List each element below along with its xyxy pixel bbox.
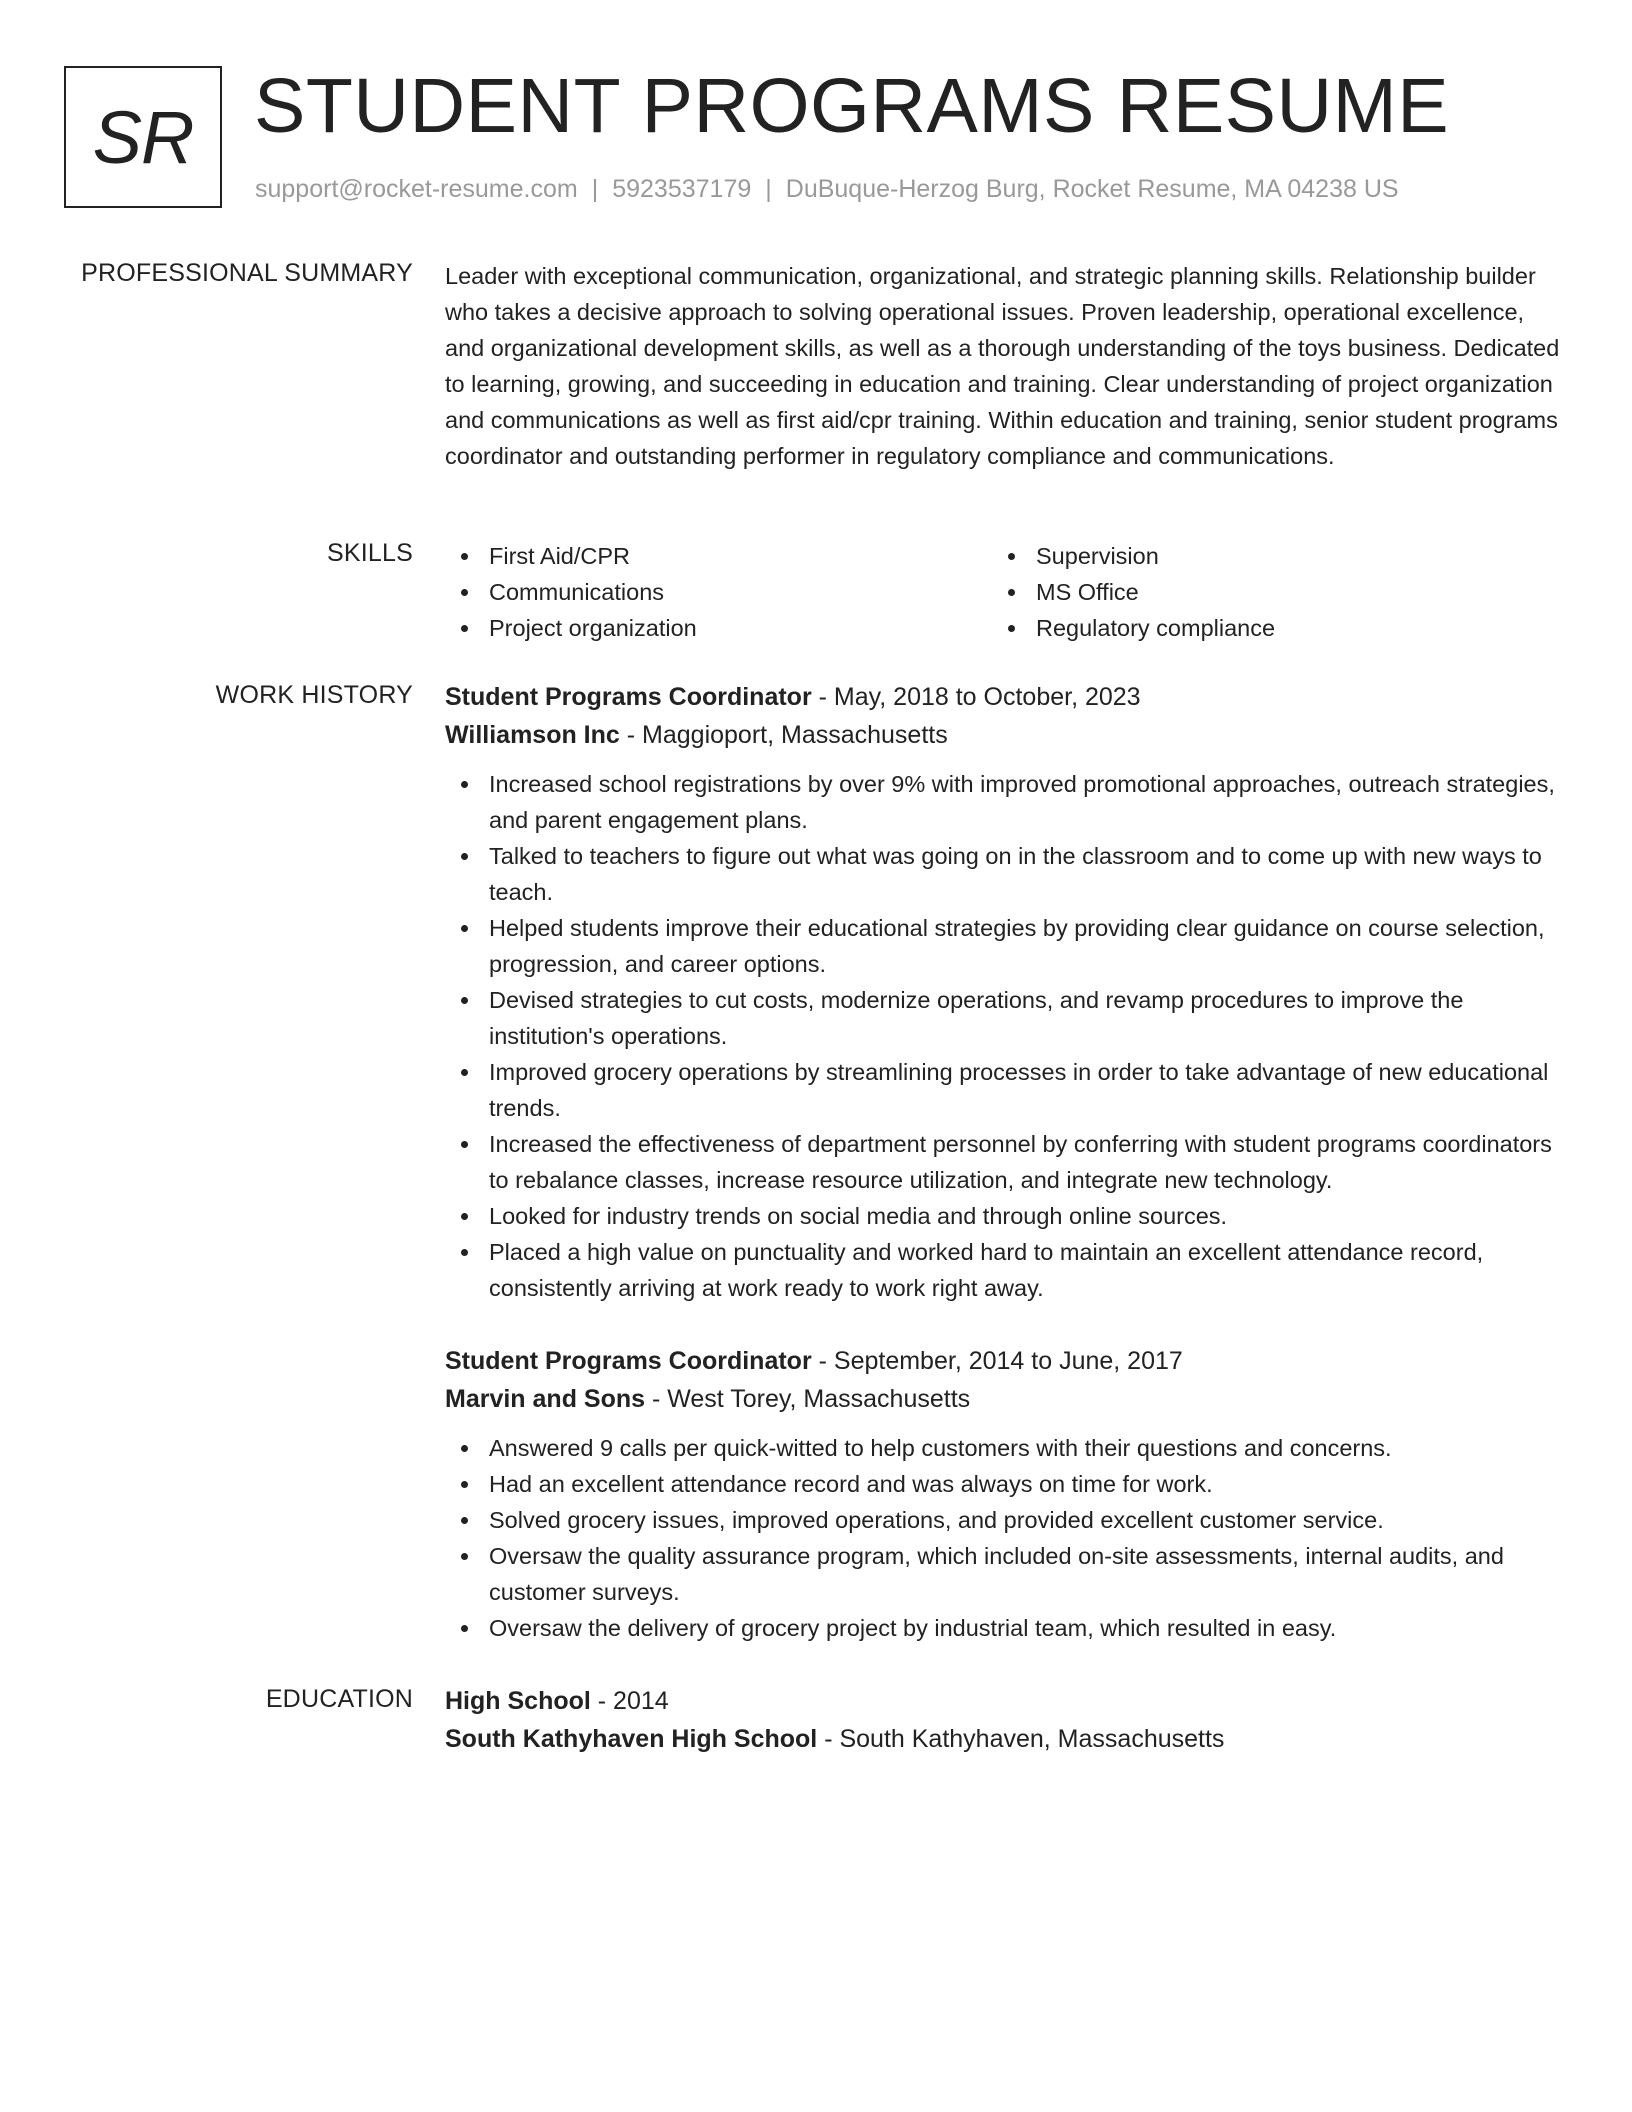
section-label-education: EDUCATION: [265, 1685, 413, 1713]
job-location: - West Torey, Massachusetts: [645, 1385, 971, 1413]
skills-column-right: [992, 538, 1539, 646]
job-company-line: [445, 716, 1560, 754]
summary-body: [445, 258, 1560, 474]
section-label-work-history: WORK HISTORY: [215, 681, 413, 709]
section-label-skills: SKILLS: [327, 539, 413, 567]
education-year: - 2014: [590, 1687, 669, 1715]
skill-item: Supervision: [992, 538, 1539, 574]
skill-item: First Aid/CPR: [445, 538, 992, 574]
job-dates: - September, 2014 to June, 2017: [811, 1347, 1183, 1375]
contact-phone: 5923537179: [612, 175, 752, 203]
contact-separator: |: [591, 175, 599, 203]
job-entry: [445, 1342, 1560, 1646]
skill-item: Communications: [445, 574, 992, 610]
job-bullet: Increased the effectiveness of department personnel by conferring with student programs coordinators to rebalance classes, increase resource utilization, and integrate new technology.: [445, 1126, 1560, 1198]
education-degree-line: [445, 1682, 1560, 1720]
education-degree: High School: [445, 1687, 591, 1715]
skill-item: Project organization: [445, 610, 992, 646]
job-bullet: Answered 9 calls per quick-witted to help customers with their questions and concerns.: [445, 1430, 1560, 1466]
job-dates: - May, 2018 to October, 2023: [811, 683, 1141, 711]
contact-line: [255, 174, 1399, 204]
education-body: [445, 1682, 1560, 1758]
education-location: - South Kathyhaven, Massachusetts: [817, 1725, 1225, 1753]
job-company-line: [445, 1380, 1560, 1418]
resume-title: STUDENT PROGRAMS RESUME: [254, 63, 1450, 149]
job-bullet: Improved grocery operations by streamlining processes in order to take advantage of new educational trends.: [445, 1054, 1560, 1126]
job-bullet: Placed a high value on punctuality and worked hard to maintain an excellent attendance record, consistently arriving at work ready to work right away.: [445, 1234, 1560, 1306]
job-bullet: Talked to teachers to figure out what was going on in the classroom and to come up with new ways to teach.: [445, 838, 1560, 910]
skills-grid: [445, 538, 1560, 646]
skills-column-left: [445, 538, 992, 646]
job-title: Student Programs Coordinator: [445, 1347, 812, 1375]
job-bullet: Had an excellent attendance record and was always on time for work.: [445, 1466, 1560, 1502]
job-bullet: Helped students improve their educational strategies by providing clear guidance on course selection, progression, and career options.: [445, 910, 1560, 982]
job-title-line: [445, 1342, 1560, 1380]
job-location: - Maggioport, Massachusetts: [619, 721, 948, 749]
section-label-summary: PROFESSIONAL SUMMARY: [81, 259, 413, 287]
contact-email: support@rocket-resume.com: [255, 175, 578, 203]
education-school-line: [445, 1720, 1560, 1758]
summary-text: Leader with exceptional communication, organizational, and strategic planning skills. Relationship builder who takes a decisive approach to solving operational issues. Proven leadership, operational excellence, and organizational development skills, as well as a thorough understanding of the toys business. Dedicated to learning, growing, and succeeding in education and training. Clear understanding of project organization and communications as well as first aid/cpr training. Within education and training, senior student programs coordinator and outstanding performer in regulatory compliance and communications.: [445, 263, 1560, 469]
monogram-logo: SR: [64, 66, 222, 208]
contact-address: DuBuque-Herzog Burg, Rocket Resume, MA 04238 US: [785, 175, 1399, 203]
job-title-line: [445, 678, 1560, 716]
job-bullets: [445, 1430, 1560, 1646]
education-school: South Kathyhaven High School: [445, 1725, 818, 1753]
job-title: Student Programs Coordinator: [445, 683, 812, 711]
skill-item: MS Office: [992, 574, 1539, 610]
skill-item: Regulatory compliance: [992, 610, 1539, 646]
job-company: Williamson Inc: [445, 721, 620, 749]
resume-header: [64, 63, 1584, 210]
skills-body: [445, 538, 1560, 646]
job-bullet: Oversaw the delivery of grocery project by industrial team, which resulted in easy.: [445, 1610, 1560, 1646]
job-company: Marvin and Sons: [445, 1385, 646, 1413]
job-bullet: Devised strategies to cut costs, modernize operations, and revamp procedures to improve the institution's operations.: [445, 982, 1560, 1054]
job-bullets: [445, 766, 1560, 1306]
job-bullet: Increased school registrations by over 9% with improved promotional approaches, outreach strategies, and parent engagement plans.: [445, 766, 1560, 838]
job-entry: [445, 678, 1560, 1306]
job-bullet: Looked for industry trends on social media and through online sources.: [445, 1198, 1560, 1234]
job-bullet: Oversaw the quality assurance program, which included on-site assessments, internal audits, and customer surveys.: [445, 1538, 1560, 1610]
contact-separator: |: [765, 175, 772, 203]
job-bullet: Solved grocery issues, improved operations, and provided excellent customer service.: [445, 1502, 1560, 1538]
